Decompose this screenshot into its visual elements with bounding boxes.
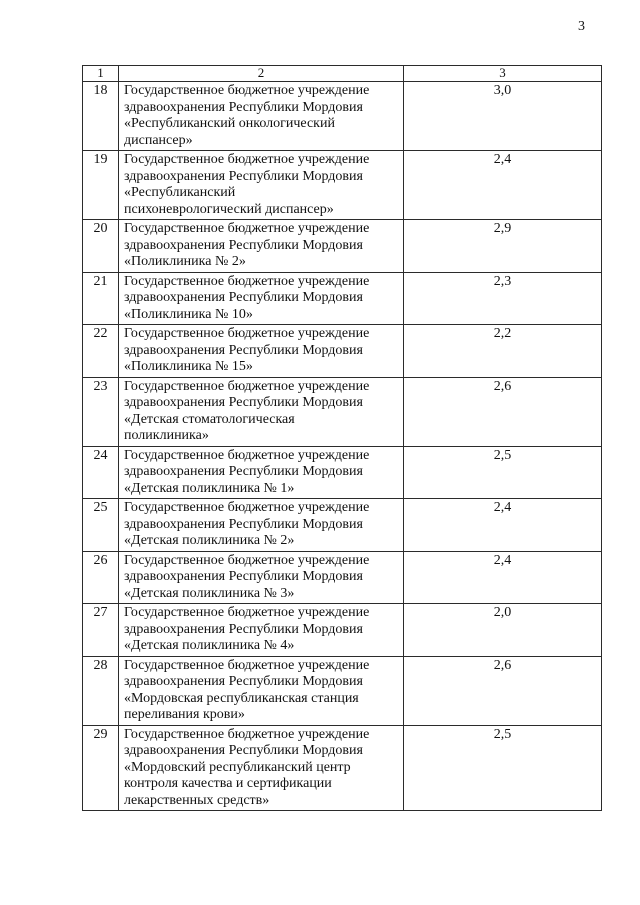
row-number: 23 bbox=[83, 377, 119, 446]
institution-name-line: Государственное бюджетное учреждение bbox=[124, 552, 370, 568]
institution-name-line: Государственное бюджетное учреждение bbox=[124, 657, 370, 673]
institution-name bbox=[119, 325, 404, 378]
row-number: 26 bbox=[83, 551, 119, 604]
institution-name-line: диспансер» bbox=[124, 132, 193, 148]
institution-name bbox=[119, 604, 404, 657]
coefficient-value: 2,4 bbox=[404, 551, 602, 604]
institution-name-line: «Республиканский онкологический bbox=[124, 116, 335, 131]
table-row bbox=[83, 151, 602, 220]
institution-name-line: «Детская поликлиника № 4» bbox=[124, 638, 295, 653]
row-number: 25 bbox=[83, 499, 119, 552]
column-number-3: 3 bbox=[404, 66, 602, 82]
institution-name-line: Государственное бюджетное учреждение bbox=[124, 326, 370, 341]
institution-name bbox=[119, 656, 404, 725]
institution-name-line: «Детская поликлиника № 1» bbox=[124, 480, 295, 496]
institution-name-line: здравоохранения Республики Мордовия bbox=[124, 464, 363, 479]
coefficient-value: 2,9 bbox=[404, 220, 602, 273]
institution-name bbox=[119, 272, 404, 325]
row-number: 19 bbox=[83, 151, 119, 220]
institution-name-line: лекарственных средств» bbox=[124, 792, 270, 808]
table-row bbox=[83, 272, 602, 325]
row-number: 18 bbox=[83, 82, 119, 151]
institution-name-line: Государственное бюджетное учреждение bbox=[124, 378, 370, 394]
institution-name bbox=[119, 499, 404, 552]
coefficient-value: 2,5 bbox=[404, 725, 602, 811]
institution-name-line: здравоохранения Республики Мордовия bbox=[124, 569, 363, 584]
coefficient-value: 2,0 bbox=[404, 604, 602, 657]
table-row bbox=[83, 377, 602, 446]
column-number-1: 1 bbox=[83, 66, 119, 82]
institution-name-line: Государственное бюджетное учреждение bbox=[124, 726, 370, 742]
column-number-2: 2 bbox=[119, 66, 404, 82]
institution-name-line: «Мордовская республиканская станция bbox=[124, 690, 359, 706]
institution-name-line: «Поликлиника № 10» bbox=[124, 306, 253, 322]
institution-name-line: здравоохранения Республики Мордовия bbox=[124, 342, 363, 358]
column-number-row bbox=[83, 66, 602, 82]
institution-name bbox=[119, 551, 404, 604]
institution-name-line: Государственное бюджетное учреждение bbox=[124, 605, 370, 620]
institution-name-line: здравоохранения Республики Мордовия bbox=[124, 674, 363, 689]
table-row bbox=[83, 220, 602, 273]
institution-name bbox=[119, 725, 404, 811]
institution-name bbox=[119, 82, 404, 151]
table-row bbox=[83, 725, 602, 811]
institution-name-line: Государственное бюджетное учреждение bbox=[124, 500, 370, 515]
institution-name-line: «Детская стоматологическая bbox=[124, 411, 295, 427]
institution-name-line: «Детская поликлиника № 2» bbox=[124, 533, 295, 548]
institutions-table bbox=[82, 65, 602, 811]
institution-name-line: Государственное бюджетное учреждение bbox=[124, 447, 370, 463]
table-row bbox=[83, 604, 602, 657]
row-number: 20 bbox=[83, 220, 119, 273]
row-number: 28 bbox=[83, 656, 119, 725]
table-row bbox=[83, 446, 602, 499]
institution-name-line: «Поликлиника № 2» bbox=[124, 254, 246, 269]
coefficient-value: 2,6 bbox=[404, 656, 602, 725]
table-body bbox=[83, 66, 602, 811]
institution-name-line: Государственное бюджетное учреждение bbox=[124, 83, 370, 98]
row-number: 24 bbox=[83, 446, 119, 499]
institution-name-line: здравоохранения Республики Мордовия bbox=[124, 395, 363, 410]
table-row bbox=[83, 325, 602, 378]
institution-name bbox=[119, 151, 404, 220]
institution-name-line: Государственное бюджетное учреждение bbox=[124, 152, 370, 167]
institution-name-line: психоневрологический диспансер» bbox=[124, 201, 334, 217]
institution-name-line: здравоохранения Республики Мордовия bbox=[124, 516, 363, 532]
institution-name-line: здравоохранения Республики Мордовия bbox=[124, 237, 363, 253]
institution-name bbox=[119, 377, 404, 446]
row-number: 21 bbox=[83, 272, 119, 325]
institution-name-line: здравоохранения Республики Мордовия bbox=[124, 621, 363, 637]
coefficient-value: 2,4 bbox=[404, 151, 602, 220]
coefficient-value: 3,0 bbox=[404, 82, 602, 151]
institution-name-line: здравоохранения Республики Мордовия bbox=[124, 168, 363, 184]
page-number: 3 bbox=[578, 19, 585, 34]
coefficient-value: 2,5 bbox=[404, 446, 602, 499]
institution-name-line: контроля качества и сертификации bbox=[124, 776, 332, 791]
table-row bbox=[83, 499, 602, 552]
table-row bbox=[83, 656, 602, 725]
row-number: 29 bbox=[83, 725, 119, 811]
institution-name-line: поликлиника» bbox=[124, 428, 209, 443]
institution-name-line: Государственное бюджетное учреждение bbox=[124, 273, 370, 289]
institution-name-line: переливания крови» bbox=[124, 707, 245, 722]
coefficient-value: 2,4 bbox=[404, 499, 602, 552]
institution-name-line: здравоохранения Республики Мордовия bbox=[124, 743, 363, 758]
coefficient-value: 2,3 bbox=[404, 272, 602, 325]
table-row bbox=[83, 551, 602, 604]
institution-name-line: «Детская поликлиника № 3» bbox=[124, 585, 295, 601]
coefficient-value: 2,2 bbox=[404, 325, 602, 378]
institution-name-line: «Мордовский республиканский центр bbox=[124, 759, 351, 775]
row-number: 22 bbox=[83, 325, 119, 378]
institution-name-line: здравоохранения Республики Мордовия bbox=[124, 99, 363, 115]
institution-name-line: здравоохранения Республики Мордовия bbox=[124, 290, 363, 305]
institution-name bbox=[119, 446, 404, 499]
coefficient-value: 2,6 bbox=[404, 377, 602, 446]
institution-name-line: «Республиканский bbox=[124, 185, 236, 200]
institution-name-line: Государственное бюджетное учреждение bbox=[124, 221, 370, 236]
institution-name-line: «Поликлиника № 15» bbox=[124, 359, 253, 374]
institution-name bbox=[119, 220, 404, 273]
row-number: 27 bbox=[83, 604, 119, 657]
table-row bbox=[83, 82, 602, 151]
